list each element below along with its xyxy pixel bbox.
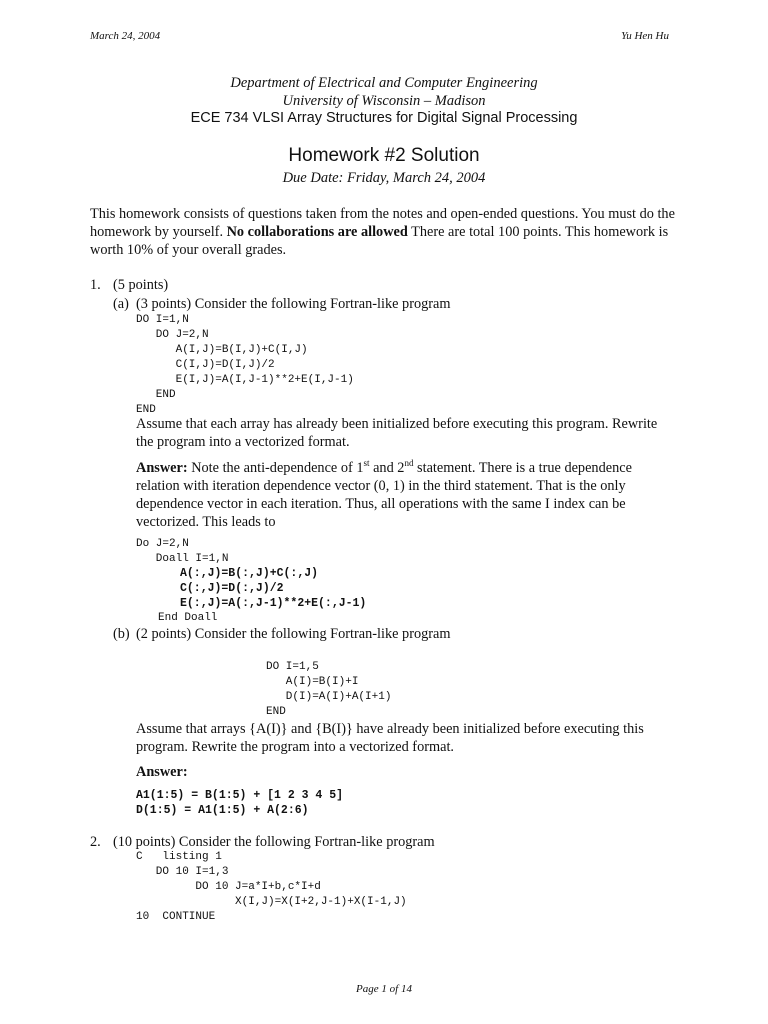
q1a-answer-code-head: Do J=2,N Doall I=1,N (136, 538, 229, 565)
intro-paragraph (90, 205, 680, 259)
q2-text: (10 points) Consider the following Fortran-like program (113, 834, 435, 850)
course-name: ECE 734 VLSI Array Structures for Digital Signal Processing (190, 110, 578, 126)
q1a-answer-label: Answer: (136, 460, 188, 476)
page-title: Homework #2 Solution (288, 145, 480, 166)
q1-text: (5 points) (113, 277, 169, 293)
university-name: University of Wisconsin – Madison (282, 93, 486, 109)
q1a-code: DO I=1,N DO J=2,N A(I,J)=B(I,J)+C(I,J) C(I,J)=D(I,J)/2 E(I,J)=A(I,J-1)**2+E(I,J-1) END END (136, 314, 354, 416)
department-name: Department of Electrical and Computer Engineering (230, 75, 538, 91)
header-date: March 24, 2004 (90, 30, 161, 42)
q1b-text: (2 points) Consider the following Fortran-like program (136, 626, 451, 642)
intro-text-2: There are total 100 points. This homework is worth 10% of your overall grades. (90, 224, 669, 258)
due-date (0, 170, 768, 187)
q1b-assume: Assume that arrays {A(I)} and {B(I)} have already been initialized before executing this program. Rewrite the program into a vectorized format. (136, 721, 644, 755)
q1a-answer-code-bold: A(:,J)=B(:,J)+C(:,J) C(:,J)=D(:,J)/2 E(:,J)=A(:,J-1)**2+E(:,J-1) (180, 567, 367, 610)
q1-number: 1. (90, 277, 101, 293)
q2-code: C listing 1 DO 10 I=1,3 DO 10 J=a*I+b,c*I+d X(I,J)=X(I+2,J-1)+X(I-1,J) 10 CONTINUE (136, 851, 407, 923)
q1a-answer-text-2: and 2 (369, 460, 405, 476)
q1a-answer-text-3: statement. There is a true dependence relation with iteration dependence vector (0, 1) in the third statement. That is the only dependence vector in each iteration. Thus, all operations with the same I index can be vectorized. This leads to (136, 460, 632, 530)
due-date-label: Due Date (282, 170, 339, 186)
due-date-value: : Friday, March 24, 2004 (338, 170, 486, 186)
q1b-answer-label-text: Answer: (136, 764, 188, 780)
page-number: Page 1 of 14 (356, 983, 412, 995)
q1b-label: (b) (113, 626, 130, 642)
q1b-answer-code: A1(1:5) = B(1:5) + [1 2 3 4 5] D(1:5) = A1(1:5) + A(2:6) (136, 789, 344, 817)
q2-number: 2. (90, 834, 101, 850)
q1b-code: DO I=1,5 A(I)=B(I)+I D(I)=A(I)+A(I+1) END (266, 661, 392, 718)
q1a-assume: Assume that each array has already been initialized before executing this program. Rewrite the program into a vectorized format. (136, 416, 658, 450)
header-author: Yu Hen Hu (621, 30, 669, 42)
q1b-answer-label (136, 763, 188, 781)
q1a-answer (136, 459, 671, 531)
intro-text-1: This homework consists of questions taken from the notes and open-ended questions. You must do the homework by yourself. (90, 206, 675, 240)
q1a-text: (3 points) Consider the following Fortran-like program (136, 296, 451, 312)
intro-bold: No collaborations are allowed (226, 224, 408, 240)
q1a-answer-text-1: Note the anti-dependence of 1 (187, 460, 364, 476)
q1a-answer-sup-1: st (363, 458, 370, 469)
q1a-answer-sup-2: nd (404, 458, 414, 469)
q1a-label: (a) (113, 296, 129, 312)
q1a-answer-code-tail: End Doall (158, 612, 218, 624)
